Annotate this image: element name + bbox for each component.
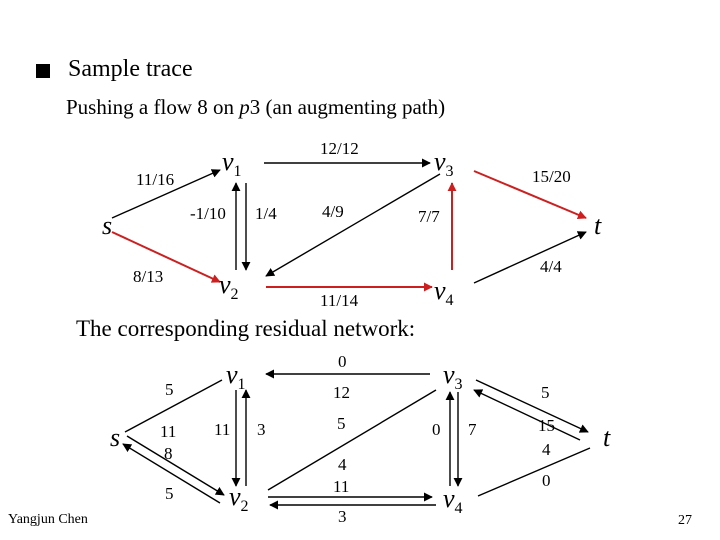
label-v2-v1: -1/10 <box>190 204 226 223</box>
residual-network-edges <box>123 374 590 505</box>
res-edge-v3-v2 <box>268 390 436 490</box>
res-label-v2-v4-4: 4 <box>338 455 347 474</box>
res-label-v3-t: 5 <box>541 383 550 402</box>
label-v2-v4: 11/14 <box>320 291 359 310</box>
subheading-suffix: (an augmenting path) <box>260 95 446 119</box>
node-v4: $v_4$ <box>434 276 454 309</box>
edge-s-v2 <box>112 232 220 282</box>
label-v4-t: 4/4 <box>540 257 562 276</box>
res-node-v2: $v_2$ <box>229 482 249 515</box>
slide-heading: Sample trace <box>68 56 193 82</box>
res-label-v1-v2-11: 11 <box>214 420 231 439</box>
res-label-s-v2-11: 11 <box>160 422 177 441</box>
res-node-v1: $v_1$ <box>226 360 246 393</box>
author-footer: Yangjun Chen <box>8 512 88 527</box>
res-label-v3-v2: 5 <box>337 414 346 433</box>
res-label-v3-v4-0: 0 <box>432 420 441 439</box>
res-edge-v3-t <box>476 380 588 432</box>
subheading-path-num: 3 <box>249 95 261 119</box>
node-v1: $v_1$ <box>222 147 242 180</box>
node-s: s <box>102 211 113 240</box>
residual-network-title: The corresponding residual network: <box>76 316 416 341</box>
page-number: 27 <box>678 513 692 528</box>
res-edge-t-v3 <box>474 390 580 440</box>
label-s-v2: 8/13 <box>133 267 164 286</box>
res-label-s-v1: 5 <box>165 380 174 399</box>
label-s-v1: 11/16 <box>136 170 175 189</box>
label-v4-v3: 7/7 <box>418 207 440 226</box>
label-v3-t: 15/20 <box>532 167 571 186</box>
res-node-v3: $v_3$ <box>443 360 463 393</box>
node-v2: $v_2$ <box>219 270 239 303</box>
res-label-v3-v4-7: 7 <box>468 420 477 439</box>
res-node-t: t <box>603 423 611 452</box>
label-v3-v2: 4/9 <box>322 202 344 221</box>
res-edge-v4-t <box>478 448 590 496</box>
res-edge-s-v2-a <box>127 436 224 495</box>
res-label-v1-v3-12: 12 <box>333 383 350 402</box>
node-t: t <box>594 211 602 240</box>
edge-v4-t <box>474 232 586 283</box>
subheading-prefix: Pushing a flow 8 on <box>66 95 240 119</box>
res-label-v1-v2-3: 3 <box>257 420 266 439</box>
res-label-v4-t-4: 4 <box>542 440 551 459</box>
res-node-s: s <box>110 423 121 452</box>
label-v1-v3: 12/12 <box>320 139 359 158</box>
edge-v3-v2 <box>266 174 440 276</box>
res-label-v1-v3-0: 0 <box>338 352 347 371</box>
res-label-v4-t-0: 0 <box>542 471 551 490</box>
res-label-t-v3: 15 <box>538 416 555 435</box>
res-label-v2-s: 5 <box>165 484 174 503</box>
res-label-v2-v4-11: 11 <box>333 477 350 496</box>
flow-network-edges <box>112 163 586 287</box>
res-label-s-v2-8: 8 <box>164 444 173 463</box>
res-node-v4: $v_4$ <box>443 484 463 517</box>
subheading-path-var: p <box>239 95 250 119</box>
label-v1-v2: 1/4 <box>255 204 277 223</box>
res-label-v2-v4-3: 3 <box>338 507 347 526</box>
node-v3: $v_3$ <box>434 147 454 180</box>
